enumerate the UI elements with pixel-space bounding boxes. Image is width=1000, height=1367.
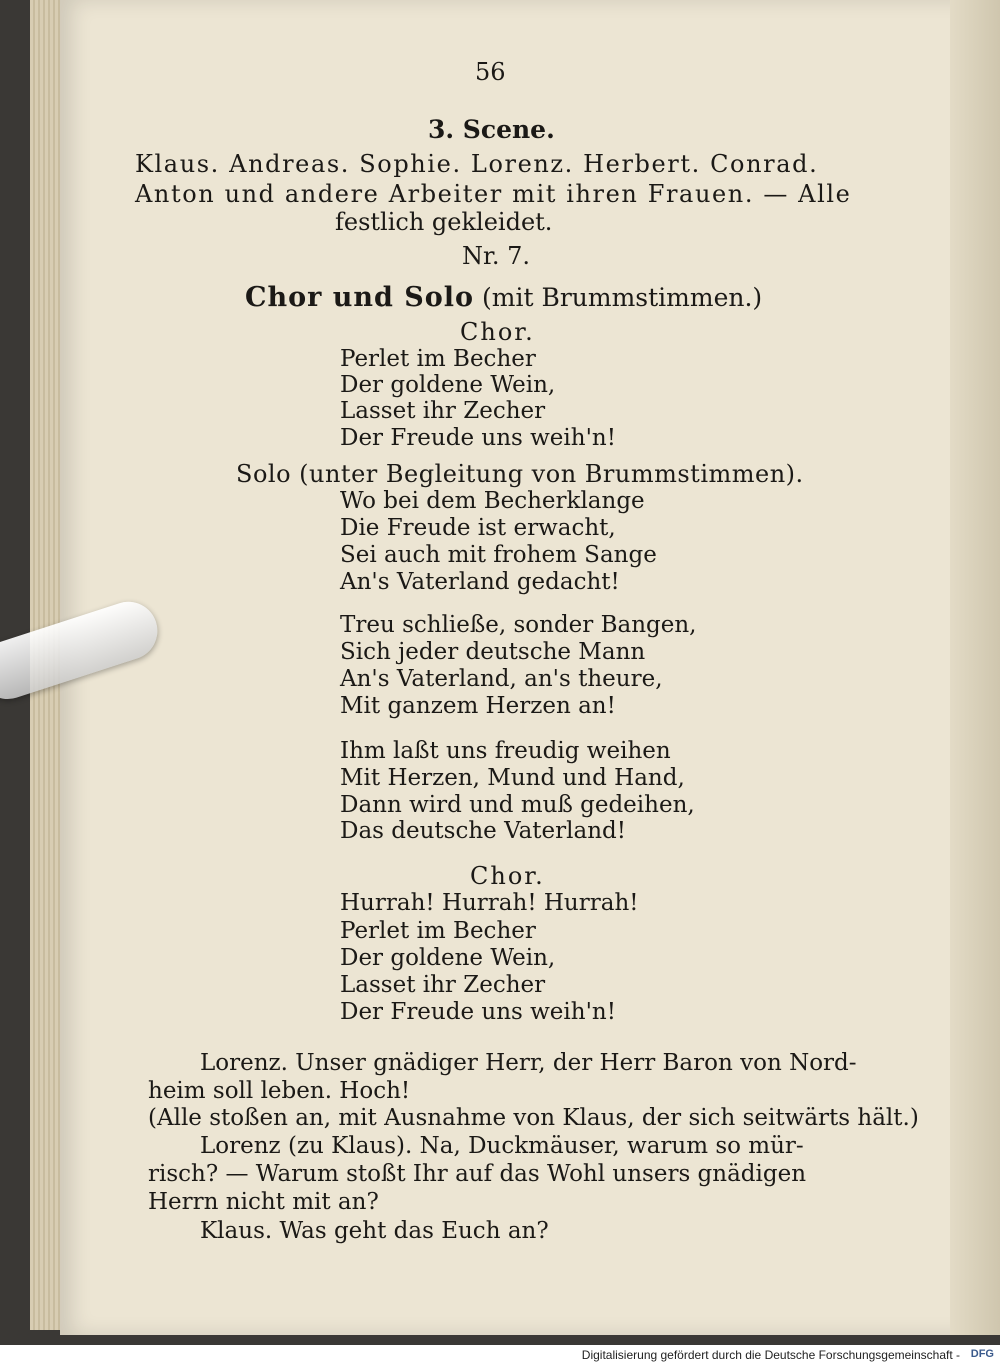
page-number: 56	[475, 58, 506, 86]
verse-line: Der goldene Wein,	[340, 372, 556, 398]
verse-line: Der Freude uns weih'n!	[340, 425, 616, 451]
verse-line: Mit Herzen, Mund und Hand,	[340, 765, 685, 791]
scene-heading: 3. Scene.	[428, 115, 555, 144]
verse-line: Lasset ihr Zecher	[340, 972, 546, 998]
prose-line: Lorenz. Unser gnädiger Herr, der Herr Baron von Nord-	[200, 1050, 857, 1076]
verse-line: Der goldene Wein,	[340, 945, 556, 971]
footer-bar	[0, 1345, 1000, 1367]
prose-line: (Alle stoßen an, mit Ausnahme von Klaus, der sich seitwärts hält.)	[148, 1105, 919, 1131]
verse-line: An's Vaterland gedacht!	[340, 569, 620, 595]
prose-line: risch? — Warum stoßt Ihr auf das Wohl unsers gnädigen	[148, 1161, 807, 1187]
prose-line: heim soll leben. Hoch!	[148, 1078, 411, 1104]
prose-line: Lorenz (zu Klaus). Na, Duckmäuser, warum so mür-	[200, 1133, 804, 1159]
chor-heading: Chor.	[460, 318, 535, 346]
cast-line: festlich gekleidet.	[335, 208, 553, 236]
song-title-rest: (mit Brummstimmen.)	[474, 283, 763, 312]
chor-heading-2: Chor.	[470, 862, 545, 890]
footer-credit: Digitalisierung gefördert durch die Deutsche Forschungsgemeinschaft -	[581, 1348, 960, 1362]
verse-line: Die Freude ist erwacht,	[340, 515, 616, 541]
verse-line: Perlet im Becher	[340, 918, 536, 944]
cast-line: Anton und andere Arbeiter mit ihren Frauen. — Alle	[135, 180, 852, 208]
song-title	[245, 282, 762, 313]
next-page-edge	[950, 0, 1000, 1335]
cast-line: Klaus. Andreas. Sophie. Lorenz. Herbert. Conrad.	[135, 150, 819, 178]
song-title-bold: Chor und Solo	[245, 282, 475, 313]
verse-line: Das deutsche Vaterland!	[340, 818, 626, 844]
verse-line: Hurrah! Hurrah! Hurrah!	[340, 890, 639, 916]
verse-line: Der Freude uns weih'n!	[340, 999, 616, 1025]
prose-line: Klaus. Was geht das Euch an?	[200, 1218, 549, 1244]
solo-heading: Solo (unter Begleitung von Brummstimmen).	[236, 460, 804, 488]
verse-line: Wo bei dem Becherklange	[340, 488, 645, 514]
verse-line: Mit ganzem Herzen an!	[340, 693, 616, 719]
verse-line: Ihm laßt uns freudig weihen	[340, 738, 671, 764]
song-number: Nr. 7.	[462, 242, 530, 270]
verse-line: Sei auch mit frohem Sange	[340, 542, 657, 568]
dfg-logo: DFG	[970, 1348, 994, 1360]
verse-line: Sich jeder deutsche Mann	[340, 639, 646, 665]
verse-line: Dann wird und muß gedeihen,	[340, 792, 695, 818]
verse-line: An's Vaterland, an's theure,	[340, 666, 663, 692]
verse-line: Perlet im Becher	[340, 346, 536, 372]
verse-line: Treu schließe, sonder Bangen,	[340, 612, 697, 638]
prose-line: Herrn nicht mit an?	[148, 1189, 379, 1215]
verse-line: Lasset ihr Zecher	[340, 398, 546, 424]
